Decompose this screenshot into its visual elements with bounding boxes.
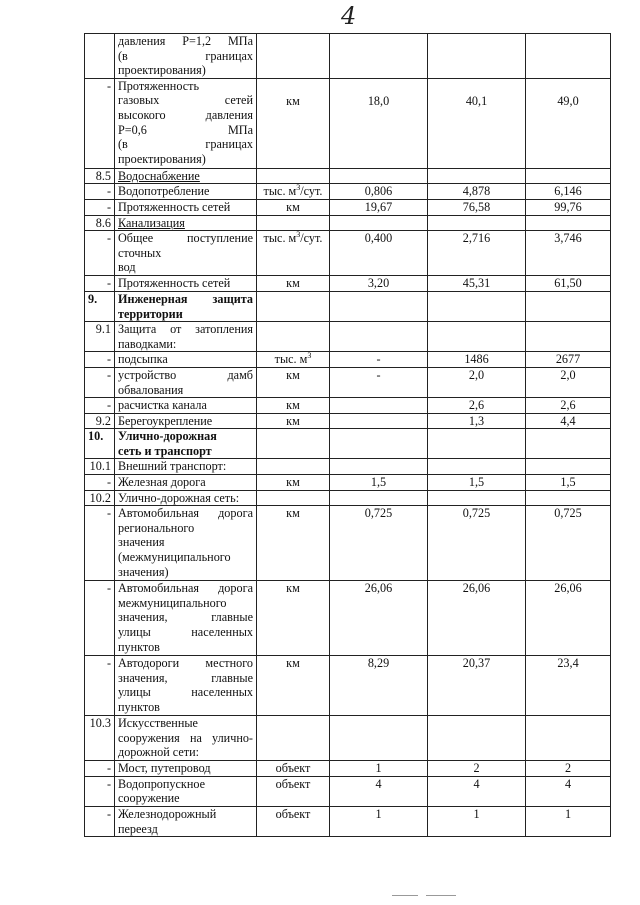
indicator-name-line: улицы населенных (118, 625, 253, 640)
value-cell-2-text: 45,31 (462, 275, 491, 290)
unit-cell-text: км (286, 581, 300, 596)
value-cell-2 (428, 506, 526, 581)
value-cell-1 (330, 184, 428, 200)
table-row (85, 231, 611, 276)
indicator-name-line: Протяженность сетей (118, 199, 231, 214)
value-cell-1-text: 18,0 (367, 93, 390, 108)
table-row (85, 490, 611, 506)
unit-cell (257, 291, 330, 321)
unit-cell (257, 429, 330, 459)
indicator-name-line: Улично-дорожная (118, 429, 217, 444)
row-number: - (85, 398, 115, 414)
value-cell-2 (428, 34, 526, 79)
value-cell-3 (526, 291, 611, 321)
indicator-name (115, 184, 257, 200)
unit-cell-text: км (286, 367, 300, 382)
indicator-name (115, 716, 257, 761)
table-row (85, 352, 611, 368)
value-cell-1 (330, 776, 428, 806)
value-cell-2-text: 2,6 (468, 398, 485, 413)
value-cell-1-text: 0,806 (364, 184, 393, 199)
value-cell-3 (526, 429, 611, 459)
indicators-table (84, 33, 611, 837)
unit-cell (257, 352, 330, 368)
indicator-name-line: сооружения на улично- (118, 730, 253, 745)
row-number: 8.5 (85, 168, 115, 184)
indicator-name-line: (в границах (118, 137, 253, 152)
value-cell-1 (330, 506, 428, 581)
indicator-name-line: пунктов (118, 700, 160, 715)
indicator-name (115, 656, 257, 716)
indicator-name (115, 322, 257, 352)
value-cell-1 (330, 199, 428, 215)
unit-cell-text: тыс. $м^3$/сут. (263, 230, 323, 246)
row-number: - (85, 352, 115, 368)
unit-cell (257, 367, 330, 397)
value-cell-1 (330, 275, 428, 291)
unit-cell (257, 475, 330, 491)
indicator-name (115, 807, 257, 837)
indicator-name-line: (в границах (118, 48, 253, 63)
value-cell-3-text: 26,06 (554, 581, 582, 596)
indicator-name (115, 776, 257, 806)
value-cell-3-text: 0,725 (554, 506, 582, 521)
value-cell-3-text: 1,5 (560, 475, 576, 490)
value-cell-2 (428, 776, 526, 806)
indicator-name (115, 490, 257, 506)
indicator-name-line: паводками: (118, 336, 177, 351)
table-row (85, 398, 611, 414)
value-cell-2 (428, 78, 526, 168)
value-cell-3 (526, 506, 611, 581)
indicator-name (115, 275, 257, 291)
indicator-name-line: Протяженность (118, 78, 200, 93)
value-cell-3 (526, 199, 611, 215)
indicator-name (115, 199, 257, 215)
table-row (85, 291, 611, 321)
value-cell-3 (526, 776, 611, 806)
indicator-name-line: значения) (118, 564, 169, 579)
table-row (85, 807, 611, 837)
value-cell-3 (526, 78, 611, 168)
row-number: 8.6 (85, 215, 115, 231)
value-cell-3 (526, 807, 611, 837)
value-cell-1 (330, 459, 428, 475)
value-cell-2 (428, 322, 526, 352)
value-cell-1 (330, 413, 428, 429)
unit-cell-text: км (286, 199, 300, 214)
value-cell-1 (330, 352, 428, 368)
value-cell-2-text: 76,58 (462, 199, 491, 214)
value-cell-1 (330, 78, 428, 168)
table-row (85, 475, 611, 491)
value-cell-3-text: 4,4 (560, 413, 576, 428)
value-cell-2 (428, 352, 526, 368)
value-cell-3-text: 3,746 (554, 231, 582, 246)
indicator-name-line: сточных (118, 245, 162, 260)
value-cell-1-text: 8,29 (367, 656, 390, 671)
value-cell-2-text: 40,1 (465, 93, 488, 108)
unit-cell-text: объект (275, 807, 311, 822)
value-cell-2-text: 20,37 (462, 656, 491, 671)
indicator-name (115, 352, 257, 368)
unit-cell-text: объект (275, 761, 311, 776)
value-cell-3 (526, 275, 611, 291)
row-number: - (85, 656, 115, 716)
indicator-name-line: (межмуниципального (118, 550, 231, 565)
indicator-name-line: Общее поступление (118, 231, 253, 246)
value-cell-2-text: 0,725 (462, 506, 491, 521)
value-cell-3 (526, 398, 611, 414)
value-cell-3-text: 2,6 (560, 398, 576, 413)
indicator-name (115, 168, 257, 184)
value-cell-2-text: 26,06 (462, 581, 491, 596)
value-cell-2 (428, 490, 526, 506)
indicator-name-line: газовых сетей (118, 93, 253, 108)
row-number: - (85, 776, 115, 806)
unit-cell (257, 168, 330, 184)
value-cell-1 (330, 761, 428, 777)
table-row (85, 413, 611, 429)
indicator-name-line: Канализация (118, 215, 185, 230)
unit-cell (257, 398, 330, 414)
value-cell-3-text: 23,4 (557, 656, 579, 671)
row-number: - (85, 807, 115, 837)
value-cell-2 (428, 199, 526, 215)
table-row (85, 275, 611, 291)
value-cell-2-text: 1486 (464, 352, 489, 367)
row-number: 9.2 (85, 413, 115, 429)
value-cell-3-text: 2 (564, 761, 572, 776)
indicator-name-line: Мост, путепровод (118, 761, 211, 776)
page-number: 4 (341, 2, 357, 30)
unit-cell-text: км (286, 93, 300, 108)
table-row (85, 168, 611, 184)
value-cell-2-text: 2,716 (462, 231, 491, 246)
value-cell-3 (526, 34, 611, 79)
unit-cell (257, 78, 330, 168)
table-row (85, 78, 611, 168)
value-cell-1 (330, 475, 428, 491)
value-cell-3-text: 61,50 (554, 275, 582, 290)
value-cell-1-text: 3,20 (367, 275, 390, 290)
value-cell-1-text: - (376, 367, 381, 382)
indicator-name (115, 413, 257, 429)
unit-cell (257, 776, 330, 806)
value-cell-3-text: 1 (564, 807, 572, 822)
value-cell-2 (428, 807, 526, 837)
indicator-name-line: Протяженность сетей (118, 275, 231, 290)
table-row (85, 184, 611, 200)
indicator-name (115, 459, 257, 475)
value-cell-1-text: 1 (375, 807, 382, 822)
value-cell-3 (526, 322, 611, 352)
indicator-name-line: межмуниципального (118, 595, 227, 610)
table-row (85, 429, 611, 459)
table-row (85, 761, 611, 777)
value-cell-3-text: 2,0 (560, 367, 576, 382)
indicator-name-line: Улично-дорожная сеть: (118, 490, 240, 505)
indicator-name (115, 367, 257, 397)
indicator-name-line: Внешний транспорт: (118, 459, 227, 474)
table-row (85, 506, 611, 581)
value-cell-2 (428, 168, 526, 184)
row-number: - (85, 184, 115, 200)
row-number: 9.1 (85, 322, 115, 352)
indicator-name-line: высокого давления (118, 107, 253, 122)
indicator-name (115, 506, 257, 581)
indicator-name-line: Водопропускное (118, 776, 205, 791)
indicator-name (115, 34, 257, 79)
value-cell-2-text: 4 (473, 776, 480, 791)
row-number: - (85, 367, 115, 397)
indicator-name-line: переезд (118, 821, 158, 836)
value-cell-3 (526, 581, 611, 656)
value-cell-2 (428, 231, 526, 276)
value-cell-1-text: 19,67 (364, 199, 393, 214)
value-cell-1 (330, 322, 428, 352)
indicator-name-line: Защита от затопления (118, 322, 253, 337)
row-number: 9. (85, 291, 115, 321)
value-cell-3 (526, 168, 611, 184)
table-row (85, 367, 611, 397)
value-cell-2 (428, 656, 526, 716)
row-number (85, 34, 115, 79)
value-cell-1 (330, 490, 428, 506)
value-cell-3 (526, 656, 611, 716)
indicator-name (115, 761, 257, 777)
value-cell-3-text: 49,0 (557, 93, 579, 108)
indicator-name-line: дорожной сети: (118, 745, 199, 760)
row-number: - (85, 275, 115, 291)
value-cell-1 (330, 34, 428, 79)
indicator-name-line: Берегоукрепление (118, 413, 213, 428)
table-row (85, 199, 611, 215)
unit-cell (257, 716, 330, 761)
unit-cell-text: объект (275, 776, 311, 791)
indicator-name-line: регионального (118, 520, 195, 535)
row-number: - (85, 78, 115, 168)
row-number: - (85, 199, 115, 215)
indicator-name (115, 78, 257, 168)
unit-cell (257, 215, 330, 231)
value-cell-1-text: 1,5 (370, 475, 387, 490)
value-cell-2-text: 1,5 (468, 475, 485, 490)
unit-cell-text: км (286, 506, 300, 521)
indicator-name (115, 291, 257, 321)
indicator-name-line: обвалования (118, 382, 184, 397)
unit-cell (257, 184, 330, 200)
value-cell-2 (428, 581, 526, 656)
indicator-name-line: территории (118, 306, 183, 321)
indicator-name-line: Инженерная защита (118, 291, 253, 306)
row-number: - (85, 761, 115, 777)
value-cell-3-text: 4 (564, 776, 572, 791)
table-row (85, 459, 611, 475)
value-cell-3 (526, 459, 611, 475)
indicator-name (115, 215, 257, 231)
row-number: - (85, 506, 115, 581)
indicator-name-line: сооружение (118, 791, 180, 806)
indicator-name-line: Водоснабжение (118, 168, 200, 183)
value-cell-1 (330, 429, 428, 459)
table-row (85, 581, 611, 656)
value-cell-2 (428, 459, 526, 475)
unit-cell (257, 761, 330, 777)
value-cell-2 (428, 367, 526, 397)
value-cell-1-text: 1 (375, 761, 382, 776)
unit-cell (257, 581, 330, 656)
value-cell-2 (428, 398, 526, 414)
value-cell-3 (526, 367, 611, 397)
value-cell-1 (330, 231, 428, 276)
unit-cell (257, 322, 330, 352)
value-cell-1-text: 0,725 (364, 506, 393, 521)
value-cell-3 (526, 475, 611, 491)
value-cell-3 (526, 413, 611, 429)
unit-cell-text: тыс. $м^3$ (274, 351, 312, 367)
value-cell-1 (330, 398, 428, 414)
unit-cell-text: км (286, 413, 300, 428)
value-cell-2 (428, 275, 526, 291)
value-cell-3-text: 6,146 (554, 184, 582, 199)
value-cell-2 (428, 291, 526, 321)
indicator-name-line: Р=0,6 МПа (118, 122, 253, 137)
unit-cell (257, 506, 330, 581)
unit-cell-text: км (286, 475, 300, 490)
value-cell-2-text: 2,0 (468, 367, 485, 382)
value-cell-2 (428, 761, 526, 777)
unit-cell (257, 490, 330, 506)
value-cell-1-text: 4 (375, 776, 382, 791)
value-cell-3 (526, 352, 611, 368)
table-row (85, 776, 611, 806)
value-cell-2 (428, 413, 526, 429)
unit-cell (257, 459, 330, 475)
indicator-name-line: подсыпка (118, 352, 168, 367)
scan-mark (426, 895, 456, 896)
row-number: - (85, 581, 115, 656)
indicator-name-line: Искусственные (118, 716, 198, 731)
indicator-name-line: проектирования) (118, 151, 206, 166)
table-row (85, 215, 611, 231)
indicator-name (115, 231, 257, 276)
value-cell-1 (330, 807, 428, 837)
row-number: 10.2 (85, 490, 115, 506)
unit-cell-text: км (286, 398, 300, 413)
value-cell-1 (330, 291, 428, 321)
indicator-name (115, 398, 257, 414)
indicator-name-line: сеть и транспорт (118, 443, 212, 458)
value-cell-3 (526, 231, 611, 276)
value-cell-2-text: 4,878 (462, 184, 491, 199)
unit-cell (257, 34, 330, 79)
value-cell-2-text: 1 (473, 807, 480, 822)
indicator-name-line: Автомобильная дорога (118, 581, 253, 596)
value-cell-2 (428, 215, 526, 231)
indicator-name-line: Автомобильная дорога (118, 506, 253, 521)
indicator-name-line: Автодороги местного (118, 656, 253, 671)
value-cell-2 (428, 716, 526, 761)
value-cell-1 (330, 656, 428, 716)
indicator-name-line: Железная дорога (118, 475, 206, 490)
row-number: 10.1 (85, 459, 115, 475)
indicator-name-line: проектирования) (118, 63, 206, 78)
value-cell-1-text: - (376, 352, 381, 367)
value-cell-2 (428, 429, 526, 459)
indicator-name (115, 429, 257, 459)
row-number: 10.3 (85, 716, 115, 761)
indicator-name-line: Железнодорожный (118, 807, 217, 822)
indicator-name-line: пунктов (118, 639, 160, 654)
indicator-name-line: вод (118, 260, 136, 275)
unit-cell (257, 231, 330, 276)
value-cell-3 (526, 490, 611, 506)
unit-cell (257, 656, 330, 716)
indicator-name-line: значения, главные (118, 610, 253, 625)
value-cell-1 (330, 581, 428, 656)
indicator-name-line: улицы населенных (118, 685, 253, 700)
value-cell-3 (526, 716, 611, 761)
value-cell-2-text: 1,3 (468, 413, 485, 428)
value-cell-3-text: 99,76 (554, 199, 582, 214)
table-row (85, 716, 611, 761)
table-row (85, 656, 611, 716)
value-cell-1-text: 0,400 (364, 231, 393, 246)
row-number: 10. (85, 429, 115, 459)
value-cell-1 (330, 215, 428, 231)
unit-cell-text: км (286, 656, 300, 671)
value-cell-2 (428, 184, 526, 200)
table-row (85, 322, 611, 352)
value-cell-1-text: 26,06 (364, 581, 393, 596)
indicator-name-line: значения (118, 535, 165, 550)
unit-cell (257, 413, 330, 429)
value-cell-1 (330, 168, 428, 184)
table-row (85, 34, 611, 79)
indicator-name-line: значения, главные (118, 670, 253, 685)
unit-cell (257, 807, 330, 837)
value-cell-3 (526, 184, 611, 200)
value-cell-1 (330, 367, 428, 397)
unit-cell-text: км (286, 275, 300, 290)
indicator-name (115, 581, 257, 656)
indicator-name-line: расчистка канала (118, 398, 207, 413)
indicator-name-line: Водопотребление (118, 184, 210, 199)
row-number: - (85, 475, 115, 491)
unit-cell (257, 199, 330, 215)
scan-mark (392, 895, 418, 896)
value-cell-2 (428, 475, 526, 491)
unit-cell-text: тыс. $м^3$/сут. (263, 183, 323, 199)
indicator-name-line: давления Р=1,2 МПа (118, 34, 253, 48)
unit-cell (257, 275, 330, 291)
value-cell-3 (526, 215, 611, 231)
indicator-name-line: устройство дамб (118, 367, 253, 382)
row-number: - (85, 231, 115, 276)
value-cell-2-text: 2 (473, 761, 480, 776)
value-cell-3 (526, 761, 611, 777)
value-cell-3-text: 2677 (555, 352, 581, 367)
value-cell-1 (330, 716, 428, 761)
indicator-name (115, 475, 257, 491)
